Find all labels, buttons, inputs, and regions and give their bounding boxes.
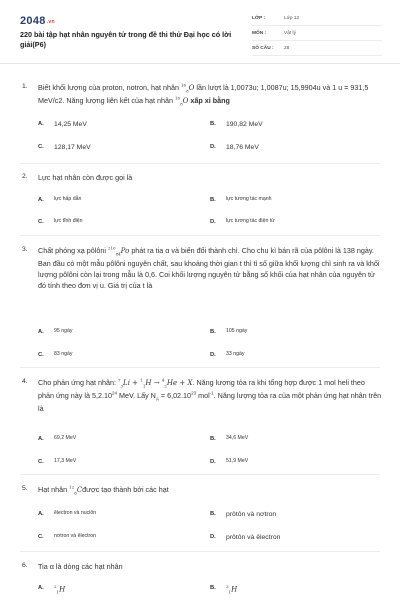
option-a[interactable]: A. $^2_1$H <box>38 584 66 595</box>
question-6: 6. Tia α là dòng các hạt nhân <box>22 561 382 572</box>
question-text: Lực hạt nhân còn được gọi là <box>38 173 133 182</box>
option-a[interactable]: A. êlectron và nuclôn <box>38 510 97 517</box>
nuclide-c12: $^{12}_6$C <box>69 484 83 496</box>
option-b[interactable]: B. 34,6 MeV <box>210 435 249 442</box>
option-a[interactable]: A. 14,25 MeV <box>38 121 87 128</box>
reaction-equation: $^7_3$Li + $^1_1$H → $^4_2$He + X <box>117 377 193 389</box>
divider <box>20 551 380 552</box>
question-2: 2. Lực hạt nhân còn được gọi là <box>22 172 382 183</box>
page-header <box>0 0 400 64</box>
option-b[interactable]: B. prôtôn và nơtron <box>210 511 277 518</box>
nuclide-o16-2: $^{16}_8$O <box>175 95 189 106</box>
question-1: 1. Biết khối lượng của proton, notron, hạt nhân $^{16}_8$O lần lượt là 1,0073u; 1,0087u; 15,9904u và 1 u = 931,5 MeV/c2. Năng lượng liên kết của hạt nhân $^{16}_8$O xấp xỉ bằng <box>22 82 382 107</box>
meta-subject: MÔN : Vật lý <box>252 29 382 41</box>
divider <box>20 367 380 368</box>
option-c[interactable]: C. 128,17 MeV <box>38 144 91 151</box>
divider <box>20 235 380 236</box>
meta-class: LỚP : Lớp 12 <box>252 14 382 26</box>
divider <box>20 474 380 475</box>
option-d[interactable]: D. 51,9 MeV <box>210 458 249 465</box>
option-a[interactable]: A. 95 ngày <box>38 328 73 335</box>
option-c[interactable]: C. nơtron và êlectron <box>38 533 97 540</box>
document-title: 220 bài tập hạt nhân nguyên tử trong đề thi thử Đại học có lời giải(P6) <box>20 30 232 49</box>
document-meta <box>252 14 382 59</box>
option-d[interactable]: D. prôtôn và êlectron <box>210 534 281 541</box>
question-3: 3. Chất phóng xạ pôlôni $^{210}_{84}$Po phát ra tia α và biến đổi thành chì. Cho chu kì bán rã của pôlôni là 138 ngày. Ban đầu có một mẫu pôlôni nguyên chất, sau khoảng thời gian t thì tỉ số giữa khối lượng chì sinh ra và khối lượng pôlôni còn lại trong mẫu là 0,6. Coi khối lượng nguyên tử bằng số khối của hạt nhân của nguyên tử đó tính theo đơn vị u. Giá trị của t là <box>22 245 382 291</box>
nuclide-po210: $^{210}_{84}$Po <box>107 245 130 257</box>
option-d[interactable]: D. 18,76 MeV <box>210 144 259 151</box>
option-c[interactable]: C. lực tĩnh điện <box>38 218 83 225</box>
option-b[interactable]: B. 190,82 MeV <box>210 121 263 128</box>
option-a[interactable]: A. lực hấp dẫn <box>38 196 82 203</box>
question-4: 4. Cho phản ứng hạt nhân: $^7_3$Li + $^1_1$H → $^4_2$He + X. Năng lượng tỏa ra khi tổng hợp được 1 mol heli theo phản ứng này là 5,2.10$^{24}$ MeV. Lấy $N_A = 6,02.10^{23}$ mol$^{-1}$. Năng lượng tỏa ra của một phản ứng hạt nhân trên là <box>22 377 382 413</box>
meta-question-count: SỐ CÂU : 28 <box>252 44 382 56</box>
option-c[interactable]: C. 83 ngày <box>38 351 73 358</box>
option-d[interactable]: D. 33 ngày <box>210 351 245 358</box>
option-d[interactable]: D. lực tương tác điện từ <box>210 218 275 225</box>
question-5: 5. Hạt nhân $^{12}_6$Cđược tạo thành bởi các hạt <box>22 484 382 497</box>
question-text: Hạt nhân $^{12}_6$Cđược tạo thành bởi các hạt <box>38 484 169 496</box>
site-logo[interactable]: 2048.vn <box>20 15 55 27</box>
option-b[interactable]: B. lực tương tác mạnh <box>210 196 272 203</box>
option-c[interactable]: C. 17,3 MeV <box>38 458 77 465</box>
option-b[interactable]: B. $^3_1$H <box>210 584 238 595</box>
question-text: Biết khối lượng của proton, notron, hạt nhân $^{16}_8$O lần lượt là 1,0073u; 1,0087u; 15,9904u và 1 u = 931,5 MeV/c2. Năng lượng liên kết của hạt nhân $^{16}_8$O xấp xỉ bằng <box>38 82 369 106</box>
question-text: Chất phóng xạ pôlôni $^{210}_{84}$Po phát ra tia α và biến đổi thành chì. Cho chu kì bán rã của pôlôni là 138 ngày. Ban đầu có một mẫu pôlôni nguyên chất, sau khoảng thời gian t thì tỉ số giữa khối lượng chì sinh ra và khối lượng pôlôni còn lại trong mẫu là 0,6. Coi khối lượng nguyên tử bằng số khối của hạt nhân của nguyên tử đó tính theo đơn vị u. Giá trị của t là <box>38 245 380 290</box>
option-a[interactable]: A. 69,2 MeV <box>38 435 77 442</box>
nuclide-o16: $^{16}_8$O <box>181 82 195 94</box>
question-text: Tia α là dòng các hạt nhân <box>38 562 123 571</box>
question-text: Cho phản ứng hạt nhân: $^7_3$Li + $^1_1$H → $^4_2$He + X. Năng lượng tỏa ra khi tổng hợp được 1 mol heli theo phản ứng này là 5,2.10$^{24}$ MeV. Lấy $N_A = 6,02.10^{23}$ mol$^{-1}$. Năng lượng tỏa ra của một phản ứng hạt nhân trên là <box>38 377 382 413</box>
option-b[interactable]: B. 105 ngày <box>210 328 248 335</box>
divider <box>20 163 380 164</box>
